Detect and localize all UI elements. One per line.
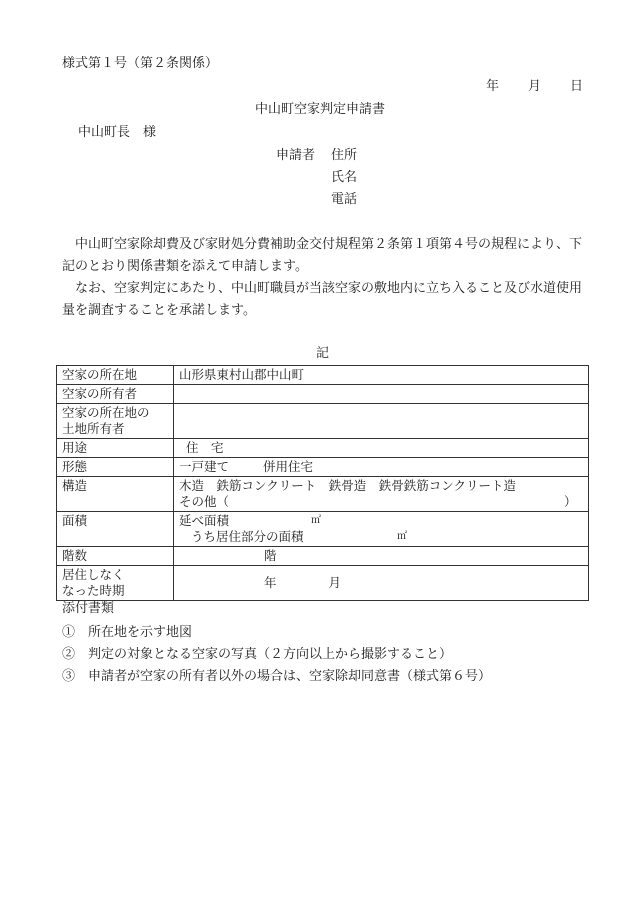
table-row xyxy=(57,512,589,547)
floors-value[interactable]: 階 xyxy=(174,547,589,566)
area-values xyxy=(174,512,589,547)
applicant-label: 申請者 xyxy=(276,148,316,163)
floors-label: 階数 xyxy=(57,547,174,566)
paragraph-1: 中山町空家除却費及び家財処分費補助金交付規程第２条第１項第４号の規程により、下記のとおり関係書類を添えて申請します。 xyxy=(62,237,583,274)
date-year-label: 年 xyxy=(486,79,500,94)
table-row xyxy=(57,439,589,458)
applicant-address-label: 住所 xyxy=(331,148,358,163)
vacancy-date-label-line1: 居住しなく xyxy=(62,567,125,582)
structure-other-line[interactable] xyxy=(179,494,583,510)
structure-options xyxy=(174,477,589,512)
table-row xyxy=(57,566,589,601)
attachments-heading: 添付書類 xyxy=(62,601,115,616)
total-floor-area-label: 延べ面積 xyxy=(179,513,230,528)
usage-label: 用途 xyxy=(57,439,174,458)
document-title: 中山町空家判定申請書 xyxy=(255,102,386,117)
body-text xyxy=(62,234,590,322)
table-row xyxy=(57,547,589,566)
location-label: 空家の所在地 xyxy=(57,366,174,385)
form-type-options xyxy=(174,458,589,477)
usage-value: 住 宅 xyxy=(174,439,589,458)
paragraph-2: なお、空家判定にあたり、中山町職員が当該空家の敷地内に立ち入ること及び水道使用量を調査することを承諾します。 xyxy=(62,281,583,318)
structure-other-close: ） xyxy=(564,494,577,509)
area-label: 面積 xyxy=(57,512,174,547)
vacancy-date-label xyxy=(57,566,174,601)
attachment-item-3: ③ 申請者が空家の所有者以外の場合は、空家除却同意書（様式第６号） xyxy=(62,669,492,684)
owner-label: 空家の所有者 xyxy=(57,385,174,404)
property-info-table xyxy=(56,365,589,601)
table-row xyxy=(57,366,589,385)
addressee: 中山町長 様 xyxy=(78,125,157,140)
vacancy-month-label: 月 xyxy=(328,575,341,590)
applicant-name-label: 氏名 xyxy=(331,170,358,185)
land-owner-label-line2: 土地所有者 xyxy=(62,421,125,436)
attachment-item-2: ② 判定の対象となる空家の写真（２方向以上から撮影すること） xyxy=(62,647,453,662)
record-heading: 記 xyxy=(316,346,330,361)
land-owner-label-line1: 空家の所在地の xyxy=(62,405,150,420)
land-owner-value[interactable] xyxy=(174,404,589,439)
total-floor-area-line[interactable] xyxy=(179,513,583,529)
location-value[interactable]: 山形県東村山郡中山町 xyxy=(174,366,589,385)
vacancy-date-value[interactable] xyxy=(174,566,589,601)
total-floor-area-unit: ㎡ xyxy=(311,515,321,526)
form-type-option-mixed-use[interactable]: 併用住宅 xyxy=(262,459,313,474)
form-number: 様式第１号（第２条関係） xyxy=(62,56,219,71)
structure-options-line[interactable]: 木造 鉄筋コンクリート 鉄骨造 鉄骨鉄筋コンクリート造 xyxy=(179,478,517,493)
date-month-label: 月 xyxy=(528,79,542,94)
table-row xyxy=(57,385,589,404)
vacancy-year-label: 年 xyxy=(264,575,277,590)
date-day-label: 日 xyxy=(570,79,584,94)
land-owner-label xyxy=(57,404,174,439)
table-row xyxy=(57,458,589,477)
form-type-label: 形態 xyxy=(57,458,174,477)
form-type-option-detached[interactable]: 一戸建て xyxy=(179,459,230,474)
residential-area-label: うち居住部分の面積 xyxy=(191,529,304,544)
vacancy-date-label-line2: なった時期 xyxy=(62,583,125,598)
residential-area-unit: ㎡ xyxy=(397,531,407,542)
residential-area-line[interactable] xyxy=(179,529,583,545)
applicant-phone-label: 電話 xyxy=(331,192,358,207)
table-row xyxy=(57,477,589,512)
owner-value[interactable] xyxy=(174,385,589,404)
structure-label: 構造 xyxy=(57,477,174,512)
table-row xyxy=(57,404,589,439)
structure-other-open: その他（ xyxy=(179,494,230,509)
attachment-item-1: ① 所在地を示す地図 xyxy=(62,625,193,640)
